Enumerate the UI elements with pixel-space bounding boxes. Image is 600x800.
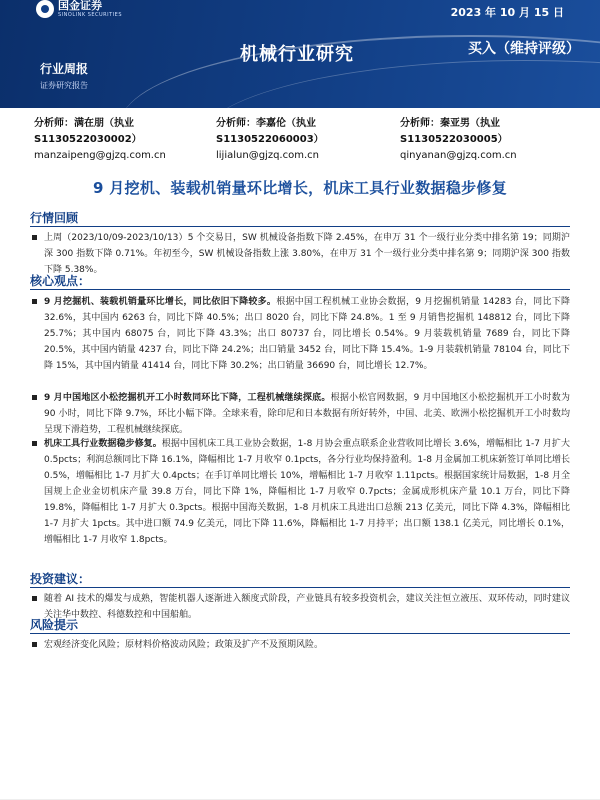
section-divider xyxy=(30,633,570,634)
analyst-2: 分析师：李嘉伦（执业 S1130522060003） lijialun@gjzq.com.cn xyxy=(216,116,324,164)
rating: 买入（维持评级） xyxy=(468,41,580,57)
bullet-icon xyxy=(32,441,37,446)
report-subtype: 证券研究报告 xyxy=(40,81,88,90)
core-point-1: 9 月挖掘机、装载机销量环比增长，同比依旧下降较多。根据中国工程机械工业协会数据，9 月挖掘机销量 14283 台，同比下降 32.6%，其中国内 6263 台，同比下降 40.5%；出口 8020 台，同比下降 24.8%。1 至 9 月销售挖掘机 148812 台，同比下降 25.7%；其中国内 68075 台，同比下降 43.3%；出口 80737 台，同比增长 0.54%。9 月装载机销量 7689 台，同比下降 20.5%，其中国内销量 4237 台，同比下降 24.2%；出口销量 3452 台，同比下降 15.4%。1-9 月装载机销量 78104 台，同比下降 15%，其中国内销量 41414 台，同比下降 30.2%；出口销量 36690 台，同比增长 12.7%。 xyxy=(30,294,570,374)
report-title: 机械行业研究 xyxy=(240,44,354,65)
section-title-review: 行情回顾 xyxy=(30,211,79,225)
headline: 9 月挖机、装载机销量环比增长，机床工具行业数据稳步修复 xyxy=(92,179,508,197)
analyst-list xyxy=(34,116,574,166)
section-divider xyxy=(30,226,570,227)
bullet-icon xyxy=(32,642,37,647)
logo-subtext: SINOLINK SECURITIES xyxy=(58,12,122,18)
report-type: 行业周报 xyxy=(40,62,89,76)
analyst-email[interactable]: manzaipeng@gjzq.com.cn xyxy=(34,150,166,161)
section-divider xyxy=(30,289,570,290)
report-date: 2023 年 10 月 15 日 xyxy=(450,6,564,19)
section-title-risk: 风险提示 xyxy=(30,618,79,632)
analyst-1: 分析师：满在朋（执业 S1130522030002） manzaipeng@gjzq.com.cn xyxy=(34,116,166,164)
analyst-3: 分析师：秦亚男（执业 S1130522030005） qinyanan@gjzq.com.cn xyxy=(400,116,517,164)
risk-paragraph: 宏观经济变化风险；原材料价格波动风险；政策及扩产不及预期风险。 xyxy=(30,637,570,653)
invest-paragraph: 随着 AI 技术的爆发与成熟，智能机器人逐渐进入额度式阶段，产业链具有较多投资机会，建议关注恒立液压、双环传动，同时建议关注华中数控、科德数控和中国船舶。 xyxy=(30,591,570,623)
logo-text: 国金证券 xyxy=(58,0,102,12)
analyst-email[interactable]: qinyanan@gjzq.com.cn xyxy=(400,150,517,161)
section-divider xyxy=(30,587,570,588)
report-header xyxy=(0,0,600,108)
bullet-icon xyxy=(32,235,37,240)
review-paragraph: 上周（2023/10/09-2023/10/13）5 个交易日，SW 机械设备指数下降 2.45%，在申万 31 个一级行业分类中排名第 19；同期沪深 300 指数下降 0.71%。年初至今，SW 机械设备指数上涨 3.80%，在申万 31 个一级行业分类中排名第 9；同期沪深 300 指数下降 5.38%。 xyxy=(30,230,570,278)
bullet-icon xyxy=(32,299,37,304)
core-point-2: 9 月中国地区小松挖掘机开工小时数同环比下降，工程机械继续探底。根据小松官网数据，9 月中国地区小松挖掘机开工小时数为 90 小时，同比下降 9.7%，环比小幅下降。全球来看，除印尼和日本数据有所好转外，中国、北美、欧洲小松挖掘机开工小时数均呈现下滑趋势，工程机械继续探底。 xyxy=(30,390,570,438)
bullet-icon xyxy=(32,395,37,400)
company-logo xyxy=(36,0,122,18)
core-point-3: 机床工具行业数据稳步修复。根据中国机床工具工业协会数据，1-8 月协会重点联系企业营收同比增长 3.6%，增幅相比 1-7 月扩大 0.5pcts；利润总额同比下降 16.1%，降幅相比 1-7 月收窄 0.1pcts，各分行业均保持盈利。1-8 月金属加工机床新签订单同比增长 0.5%，增幅相比 1-7 月扩大 0.4pcts；在手订单同比增长 10%，增幅相比 1-7 月收窄 1.11pcts。根据国家统计局数据，1-8 月全国规上企业金切机床产量 39.8 万台，同比下降 1%，降幅相比 1-7 月收窄 0.7pcts；金属成形机床产量 10.1 万台，同比下降 19.8%，降幅相比 1-7 月扩大 0.3pcts。根据中国海关数据，1-8 月机床工具进出口总额 213 亿美元，同比下降 4.3%，降幅相比 1-7 月扩大 1pcts。其中进口额 74.9 亿美元，同比下降 11.6%，降幅相比 1-7 月持平；出口额 138.1 亿美元，同比增长 0.1%，增幅相比 1-7 月收窄 1.8pcts。 xyxy=(30,436,570,548)
logo-icon xyxy=(36,0,54,18)
analyst-email[interactable]: lijialun@gjzq.com.cn xyxy=(216,150,319,161)
section-title-core: 核心观点： xyxy=(30,274,91,288)
section-title-invest: 投资建议： xyxy=(30,572,91,586)
bullet-icon xyxy=(32,596,37,601)
